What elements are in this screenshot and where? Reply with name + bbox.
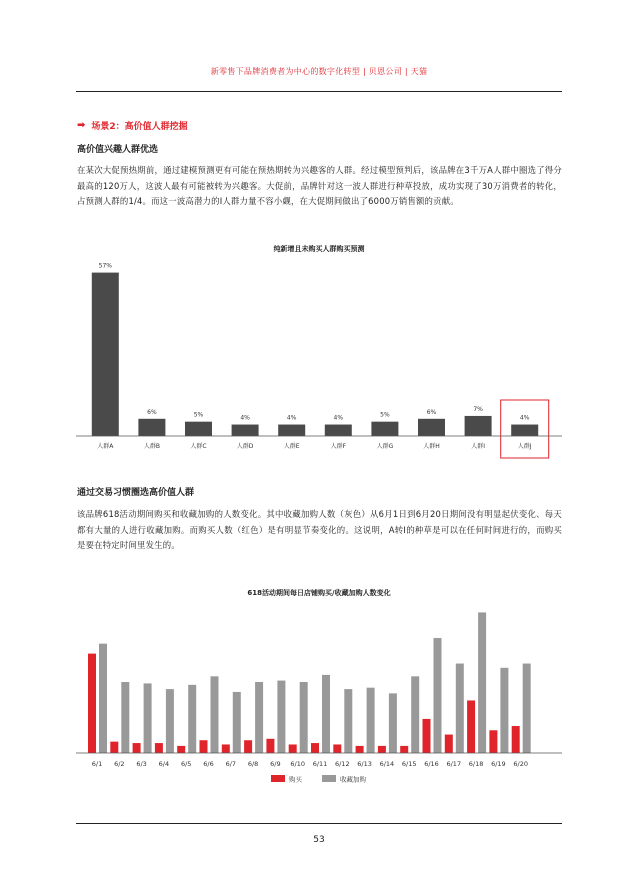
chart2-bar-favorite [211,676,219,753]
chart1-bar [511,425,538,436]
chart2-bar-favorite [233,692,241,753]
chart2-category-label: 6/17 [446,760,462,768]
scene-title-text: 场景2：高价值人群挖掘 [91,122,188,132]
chart-daily-purchase [76,582,562,792]
chart2-bar-purchase [88,654,96,753]
chart1-value-label: 4% [519,414,530,422]
chart2-bar-favorite [411,676,419,753]
chart2-bar-favorite [166,689,174,753]
chart2-bar-purchase [489,730,497,753]
chart1-category-label: 人群A [97,443,114,450]
chart2-bar-favorite [478,612,486,753]
chart2-category-label: 6/20 [513,760,529,768]
chart2-bar-purchase [445,735,453,753]
section1-heading: 高价值兴趣人群优选 [77,145,159,155]
chart2-legend-label-purchase: 购买 [289,775,302,784]
chart2-bar-favorite [277,681,285,753]
section1-paragraph: 在某次大促预热期前，通过建模预测更有可能在预热期转为兴趣客的人群。经过模型预判后，该品牌在3千万A人群中圈选了得分最高的120万人，这波人最有可能被转为兴趣客。大促前，品牌针对这一波人群进行种草投放，成功实现了30万消费者的转化，占预测人群的1/4。而这一波高潜力的I人群力量不容小觑，在大促期间做出了6000万销售额的贡献。 [77,165,562,206]
chart2-bar-favorite [456,664,464,753]
chart2-legend-swatch-favorite [322,775,336,782]
chart2-category-label: 6/15 [401,760,417,768]
chart2-category-label: 6/18 [468,760,484,768]
chart2-category-label: 6/10 [290,760,306,768]
chart2-bar-purchase [244,740,252,753]
chart1-bar [325,425,352,436]
chart1-category-label: 人群D [236,443,254,450]
chart2-category-label: 6/11 [312,760,328,768]
chart1-category-label: 人群B [143,443,160,450]
section2-heading: 通过交易习惯圈选高价值人群 [77,488,195,498]
section2-paragraph: 该品牌618活动期间购买和收藏加购的人数变化。其中收藏加购人数（灰色）从6月1日到6月20日期间没有明显起伏变化、每天都有大量的人进行收藏加购。而购买人数（红色）是有明显节奏变化的。这说明，A转I的种草是可以在任何时间进行的，而购买是要在特定时间里发生的。 [77,509,562,550]
arrow-right-icon: ➡ [77,120,86,131]
chart1-category-label: 人群G [376,443,394,450]
chart2-legend-label-favorite: 收藏加购 [340,775,366,784]
chart2-bar-purchase [266,739,274,753]
chart1-value-label: 5% [193,411,204,419]
chart2-bar-purchase [177,746,185,753]
chart1-bar [371,422,398,436]
chart2-category-label: 6/3 [136,760,147,768]
chart2-category-label: 6/2 [114,760,125,768]
chart1-value-label: 7% [473,405,483,413]
chart2-category-label: 6/14 [379,760,395,768]
chart2-bar-purchase [356,746,364,753]
chart2-bar-purchase [155,743,163,753]
chart1-value-label: 4% [286,414,297,422]
chart2-bar-favorite [523,664,531,753]
chart1-category-label: 人群H [423,443,440,450]
page-number: 53 [313,835,325,845]
chart2-title: 618活动期间每日店铺购买/收藏加购人数变化 [247,589,391,597]
chart1-value-label: 4% [333,414,344,422]
chart2-category-label: 6/1 [91,760,103,768]
chart2-bar-purchase [467,700,475,753]
chart2-category-label: 6/4 [158,760,170,768]
chart2-bar-favorite [121,682,129,753]
chart2-bar-favorite [500,668,508,753]
chart2-bar-purchase [289,744,297,753]
chart1-category-label: 人群I [471,443,485,450]
chart1-category-label: 人群E [283,443,300,450]
chart2-bar-purchase [200,740,208,753]
chart1-svg [76,236,562,464]
chart2-category-label: 6/19 [491,760,506,768]
chart2-bar-purchase [311,743,319,753]
chart2-svg [76,582,562,792]
chart2-bar-purchase [423,719,431,753]
chart1-category-label: 人群J [517,443,532,450]
chart1-bar [138,419,165,436]
chart2-bar-purchase [110,742,118,753]
chart2-bar-favorite [144,683,152,753]
chart1-bar [232,425,259,436]
chart1-value-label: 5% [380,411,390,419]
chart2-bar-favorite [389,693,397,753]
chart1-bar [278,425,305,436]
scene-title [77,119,188,132]
chart2-bar-favorite [255,682,263,753]
chart2-category-label: 6/12 [334,760,350,768]
chart1-bar [185,422,212,436]
chart1-value-label: 57% [98,262,112,270]
chart2-bar-purchase [400,746,408,753]
chart1-category-label: 人群C [190,443,207,450]
chart1-bar [465,416,492,436]
footer-rule [76,823,562,824]
chart1-title: 纯新增且未购买人群购买预测 [273,245,365,253]
chart2-category-label: 6/5 [180,760,192,768]
chart2-category-label: 6/9 [270,760,281,768]
chart2-category-label: 6/6 [203,760,214,768]
chart2-bar-favorite [344,689,352,753]
chart2-bar-favorite [188,685,196,753]
chart1-bar [92,273,119,436]
chart1-category-label: 人群F [330,443,347,450]
chart1-value-label: 6% [147,408,157,416]
chart1-bar [418,419,445,436]
chart2-bar-favorite [322,675,330,753]
chart-crowd-prediction [76,236,562,464]
chart1-value-label: 4% [240,414,250,422]
chart2-category-label: 6/8 [247,760,259,768]
header-rule [76,91,562,92]
chart2-bar-purchase [378,746,386,753]
chart2-legend-swatch-purchase [271,775,285,782]
chart2-category-label: 6/16 [424,760,439,768]
chart2-bar-purchase [222,744,230,753]
chart2-bar-favorite [99,644,107,753]
chart2-bar-purchase [133,743,141,753]
chart2-bar-favorite [300,682,308,753]
chart2-bar-favorite [434,638,442,753]
chart1-value-label: 6% [426,408,437,416]
chart2-category-label: 6/13 [357,760,372,768]
chart2-bar-purchase [333,744,341,753]
chart2-bar-purchase [512,726,520,753]
chart2-bar-favorite [367,688,375,753]
chart2-category-label: 6/7 [225,760,237,768]
page-header: 新零售下品牌消费者为中心的数字化转型 | 贝恩公司 | 天猫 [210,67,428,76]
